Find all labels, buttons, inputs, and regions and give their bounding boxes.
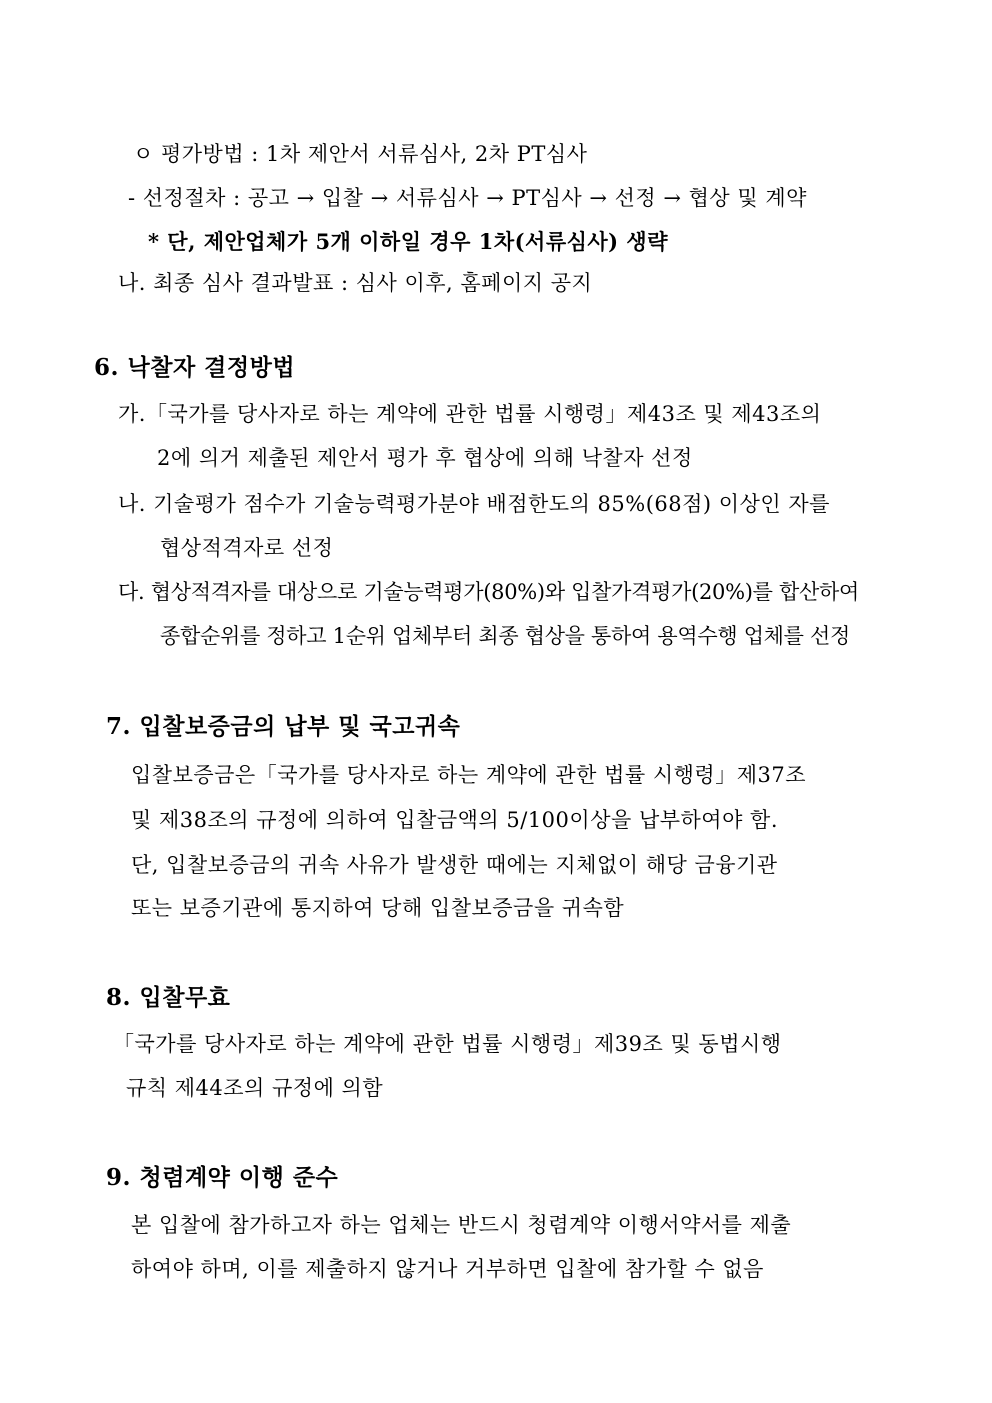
eval-method-line: ㅇ 평가방법 : 1차 제안서 서류심사, 2차 PT심사 <box>133 142 588 166</box>
section6-item-ga-line1: 가.「국가를 당사자로 하는 계약에 관한 법률 시행령」제43조 및 제43조의 <box>118 402 822 426</box>
section9-title: 9. 청렴계약 이행 준수 <box>106 1164 339 1191</box>
section7-line4: 또는 보증기관에 통지하여 당해 입찰보증금을 귀속함 <box>131 896 625 920</box>
section6-item-na-line1: 나. 기술평가 점수가 기술능력평가분야 배점한도의 85%(68점) 이상인 자를 <box>118 492 830 516</box>
section6-item-da-line2: 종합순위를 정하고 1순위 업체부터 최종 협상을 통하여 용역수행 업체를 선정 <box>160 624 851 648</box>
section7-line2: 및 제38조의 규정에 의하여 입찰금액의 5/100이상을 납부하여야 함. <box>131 808 779 832</box>
section6-item-na-line2: 협상적격자로 선정 <box>160 536 334 560</box>
section6-item-ga-line2: 2에 의거 제출된 제안서 평가 후 협상에 의해 낙찰자 선정 <box>157 446 693 470</box>
note-line: * 단, 제안업체가 5개 이하일 경우 1차(서류심사) 생략 <box>148 229 668 254</box>
section9-line2: 하여야 하며, 이를 제출하지 않거나 거부하면 입찰에 참가할 수 없음 <box>131 1257 764 1281</box>
section7-line1: 입찰보증금은「국가를 당사자로 하는 계약에 관한 법률 시행령」제37조 <box>131 763 806 787</box>
section6-item-da-line1: 다. 협상적격자를 대상으로 기술능력평가(80%)와 입찰가격평가(20%)를 합산하여 <box>118 580 859 604</box>
section7-title: 7. 입찰보증금의 납부 및 국고귀속 <box>106 713 461 740</box>
section7-line3: 단, 입찰보증금의 귀속 사유가 발생한 때에는 지체없이 해당 금융기관 <box>131 853 778 877</box>
section6-title: 6. 낙찰자 결정방법 <box>94 354 296 381</box>
section8-line1: 「국가를 당사자로 하는 계약에 관한 법률 시행령」제39조 및 동법시행 <box>113 1032 782 1056</box>
section9-line1: 본 입찰에 참가하고자 하는 업체는 반드시 청렴계약 이행서약서를 제출 <box>131 1213 792 1237</box>
selection-procedure-line: - 선정절차 : 공고 → 입찰 → 서류심사 → PT심사 → 선정 → 협상 및 계약 <box>128 186 807 210</box>
section8-line2: 규칙 제44조의 규정에 의함 <box>126 1076 384 1100</box>
result-announcement-line: 나. 최종 심사 결과발표 : 심사 이후, 홈페이지 공지 <box>118 271 593 295</box>
section8-title: 8. 입찰무효 <box>106 984 231 1011</box>
